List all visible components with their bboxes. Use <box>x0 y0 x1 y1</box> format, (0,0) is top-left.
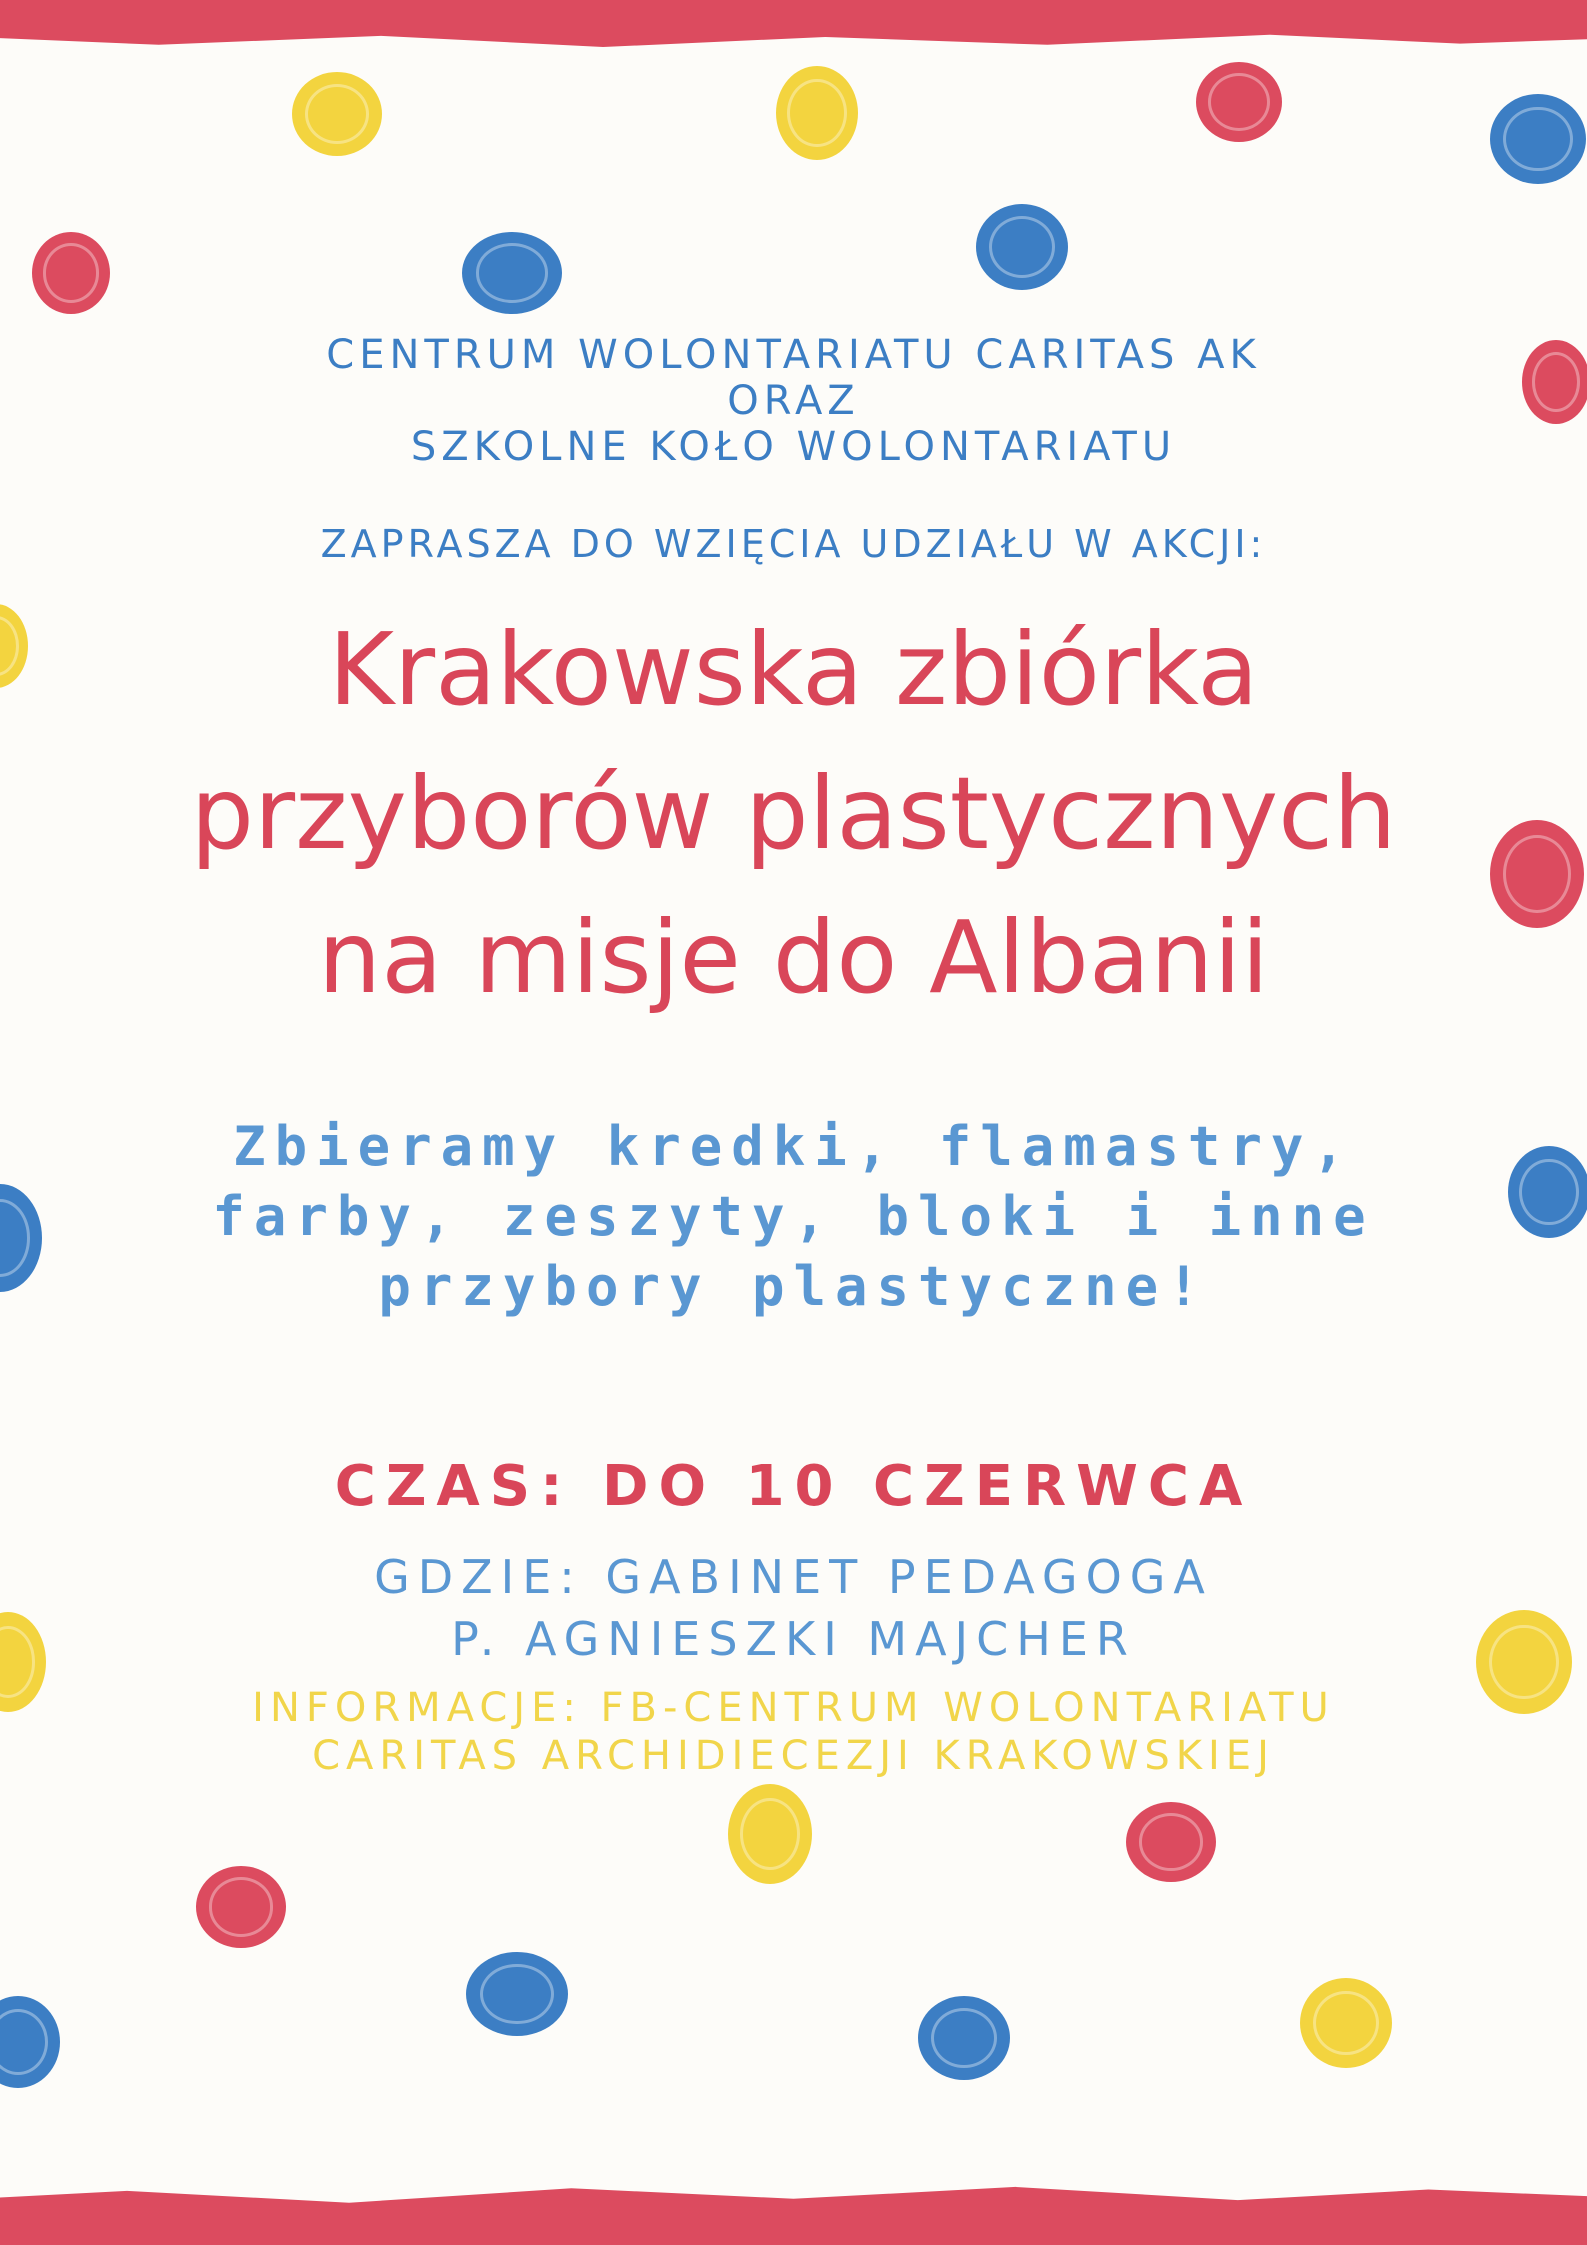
top-stripe-icon <box>0 0 1587 56</box>
title-line: przyborów plastycznych <box>190 755 1397 872</box>
title-line: Krakowska zbiórka <box>328 611 1259 728</box>
blue-dot-icon <box>462 232 562 314</box>
collection-line: Zbieramy kredki, flamastry, <box>233 1115 1354 1178</box>
location-line: P. AGNIESZKI MAJCHER <box>451 1612 1136 1666</box>
yellow-dot-icon <box>292 72 382 156</box>
yellow-dot-icon <box>728 1784 812 1884</box>
organizer-block <box>0 332 1587 470</box>
collection-line: przybory plastyczne! <box>378 1255 1209 1318</box>
location-block <box>0 1546 1587 1670</box>
invitation-text: ZAPRASZA DO WZIĘCIA UDZIAŁU W AKCJI: <box>320 522 1267 566</box>
collection-line: farby, zeszyty, bloki i inne <box>212 1185 1375 1248</box>
red-dot-icon <box>32 232 110 314</box>
yellow-dot-icon <box>1300 1978 1392 2068</box>
yellow-dot-icon <box>776 66 858 160</box>
organizer-line: ORAZ <box>727 378 860 424</box>
blue-dot-icon <box>0 1996 60 2088</box>
bottom-stripe-icon <box>0 2179 1587 2245</box>
location-line: GDZIE: GABINET PEDAGOGA <box>374 1550 1213 1604</box>
title-line: na misje do Albanii <box>317 899 1270 1016</box>
organizer-line: SZKOLNE KOŁO WOLONTARIATU <box>410 424 1177 470</box>
organizer-line: CENTRUM WOLONTARIATU CARITAS AK <box>326 332 1261 378</box>
red-dot-icon <box>1196 62 1282 142</box>
blue-dot-icon <box>466 1952 568 2036</box>
poster-title <box>0 598 1587 1030</box>
blue-dot-icon <box>1490 94 1586 184</box>
deadline-text: CZAS: DO 10 CZERWCA <box>334 1454 1253 1519</box>
red-dot-icon <box>1126 1802 1216 1882</box>
info-line: CARITAS ARCHIDIECEZJI KRAKOWSKIEJ <box>312 1733 1275 1779</box>
blue-dot-icon <box>918 1996 1010 2080</box>
blue-dot-icon <box>976 204 1068 290</box>
info-line: INFORMACJE: FB-CENTRUM WOLONTARIATU <box>252 1685 1335 1731</box>
red-dot-icon <box>196 1866 286 1948</box>
info-block <box>0 1684 1587 1780</box>
collection-description <box>0 1112 1587 1322</box>
